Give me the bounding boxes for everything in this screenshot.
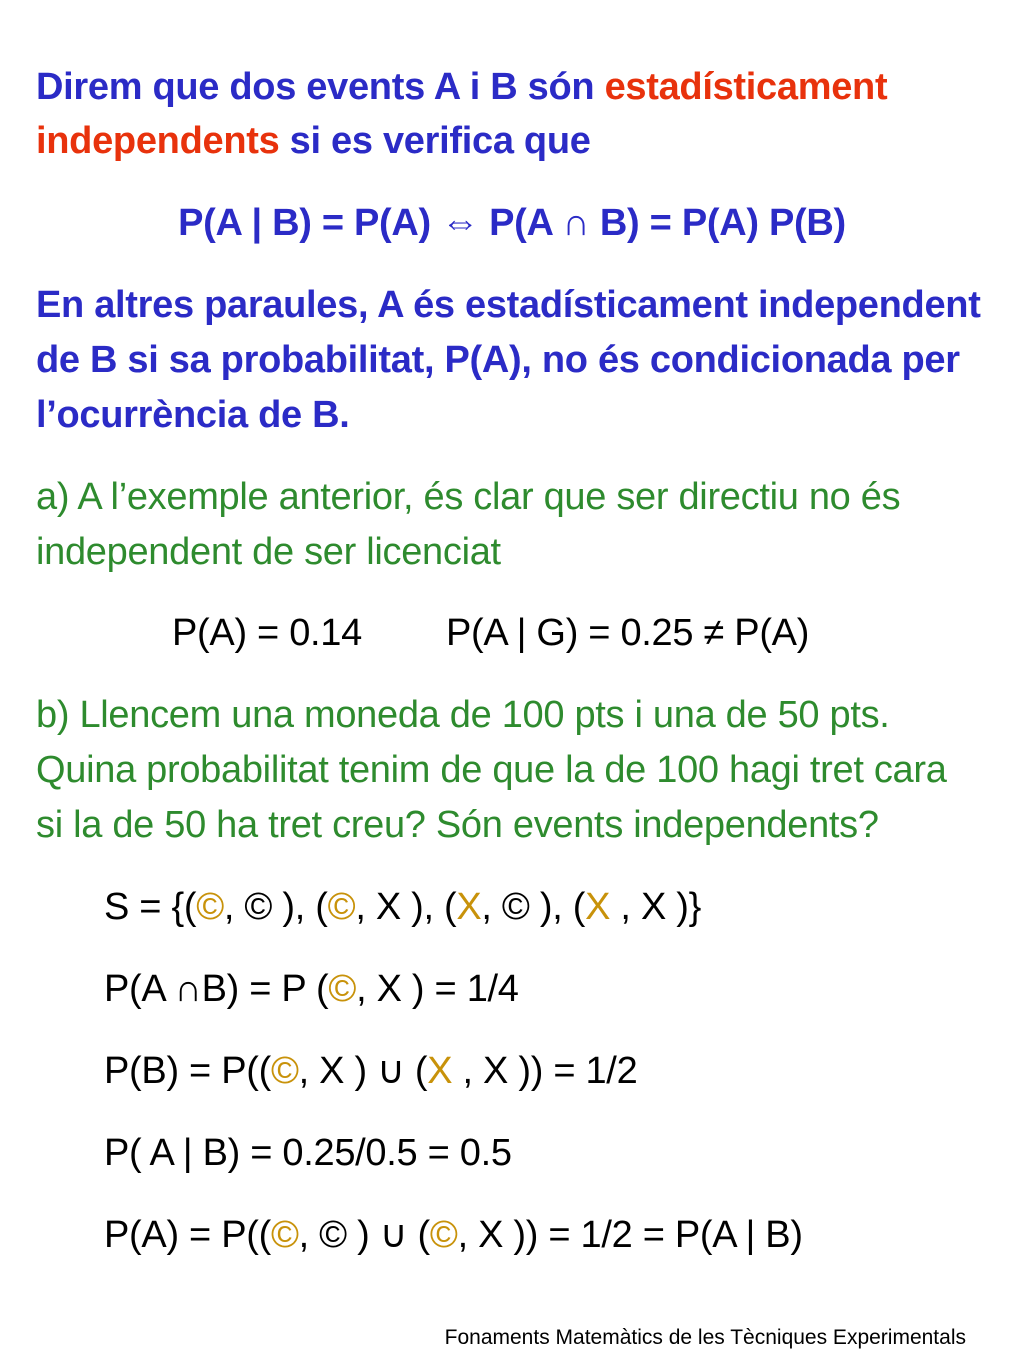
intro-line-2 xyxy=(36,118,1024,164)
creu-symbol: X xyxy=(375,886,401,928)
p-b-mid: , X ) ∪ ( xyxy=(298,1050,428,1092)
p-b-equation xyxy=(104,1048,1004,1094)
example-b-line-3: si la de 50 ha tret creu? Són events independents? xyxy=(36,804,879,846)
explanation-line-3: l’ocurrència de B. xyxy=(36,394,350,436)
example-b-line-1: b) Llencem una moneda de 100 pts i una de 50 pts. xyxy=(36,694,890,736)
cara-symbol: © xyxy=(328,968,357,1010)
example-b-line-2: Quina probabilitat tenim de que la de 100 hagi tret cara xyxy=(36,749,947,791)
example-a-line-1: a) A l’exemple anterior, és clar que ser directiu no és xyxy=(36,476,901,518)
cara-symbol: © xyxy=(501,886,530,928)
p-b-prefix: P(B) = P(( xyxy=(104,1050,271,1092)
p-a-suffix: , X )) = 1/2 = P(A | B) xyxy=(457,1214,803,1256)
p-b-suffix: , X )) = 1/2 xyxy=(452,1050,638,1092)
s-prefix: S = {( xyxy=(104,886,197,928)
p-ab-suffix: , X ) = 1/4 xyxy=(356,968,519,1010)
p-a-mid: , © ) ∪ ( xyxy=(298,1214,430,1256)
highlight-independents: independents xyxy=(36,120,280,162)
sample-space-equation: S = {(©, © ), (©, X ), (X, © ), (X , X )} xyxy=(104,886,701,928)
explanation-line-1: En altres paraules, A és estadísticament independent xyxy=(36,284,981,326)
intro-line-1 xyxy=(36,64,1024,110)
footer-course-title: Fonaments Matemàtics de les Tècniques Experimentals xyxy=(444,1326,966,1349)
creu-symbol: X xyxy=(640,886,666,928)
cara-symbol: © xyxy=(270,1050,299,1092)
intro-text: Direm que dos events A i B són xyxy=(36,66,605,108)
creu-symbol: X xyxy=(427,1050,453,1092)
example-a-line-2: independent de ser licenciat xyxy=(36,531,501,573)
p-a-equation xyxy=(104,1212,1004,1258)
creu-symbol: X xyxy=(585,886,611,928)
cara-symbol: © xyxy=(270,1214,299,1256)
creu-symbol: X xyxy=(456,886,482,928)
p-a-and-b-equation xyxy=(104,966,1004,1012)
example-a-formula-left: P(A) = 0.14 xyxy=(172,612,362,654)
highlight-estadisticament: estadísticament xyxy=(604,66,888,108)
explanation-line-2: de B si sa probabilitat, P(A), no és condicionada per xyxy=(36,339,960,381)
cara-symbol: © xyxy=(327,886,356,928)
p-a-given-b-equation: P( A | B) = 0.25/0.5 = 0.5 xyxy=(104,1132,512,1174)
p-a-prefix: P(A) = P(( xyxy=(104,1214,271,1256)
cara-symbol: © xyxy=(244,886,273,928)
intro-text-2: si es verifica que xyxy=(279,120,591,162)
cara-symbol: © xyxy=(429,1214,458,1256)
p-ab-prefix: P(A ∩B) = P ( xyxy=(104,968,329,1010)
example-a-formula-right: P(A | G) = 0.25 ≠ P(A) xyxy=(446,612,810,654)
cara-symbol: © xyxy=(196,886,224,928)
definition-formula: P(A | B) = P(A) ⇔ P(A ∩ B) = P(A) P(B) xyxy=(178,202,846,244)
